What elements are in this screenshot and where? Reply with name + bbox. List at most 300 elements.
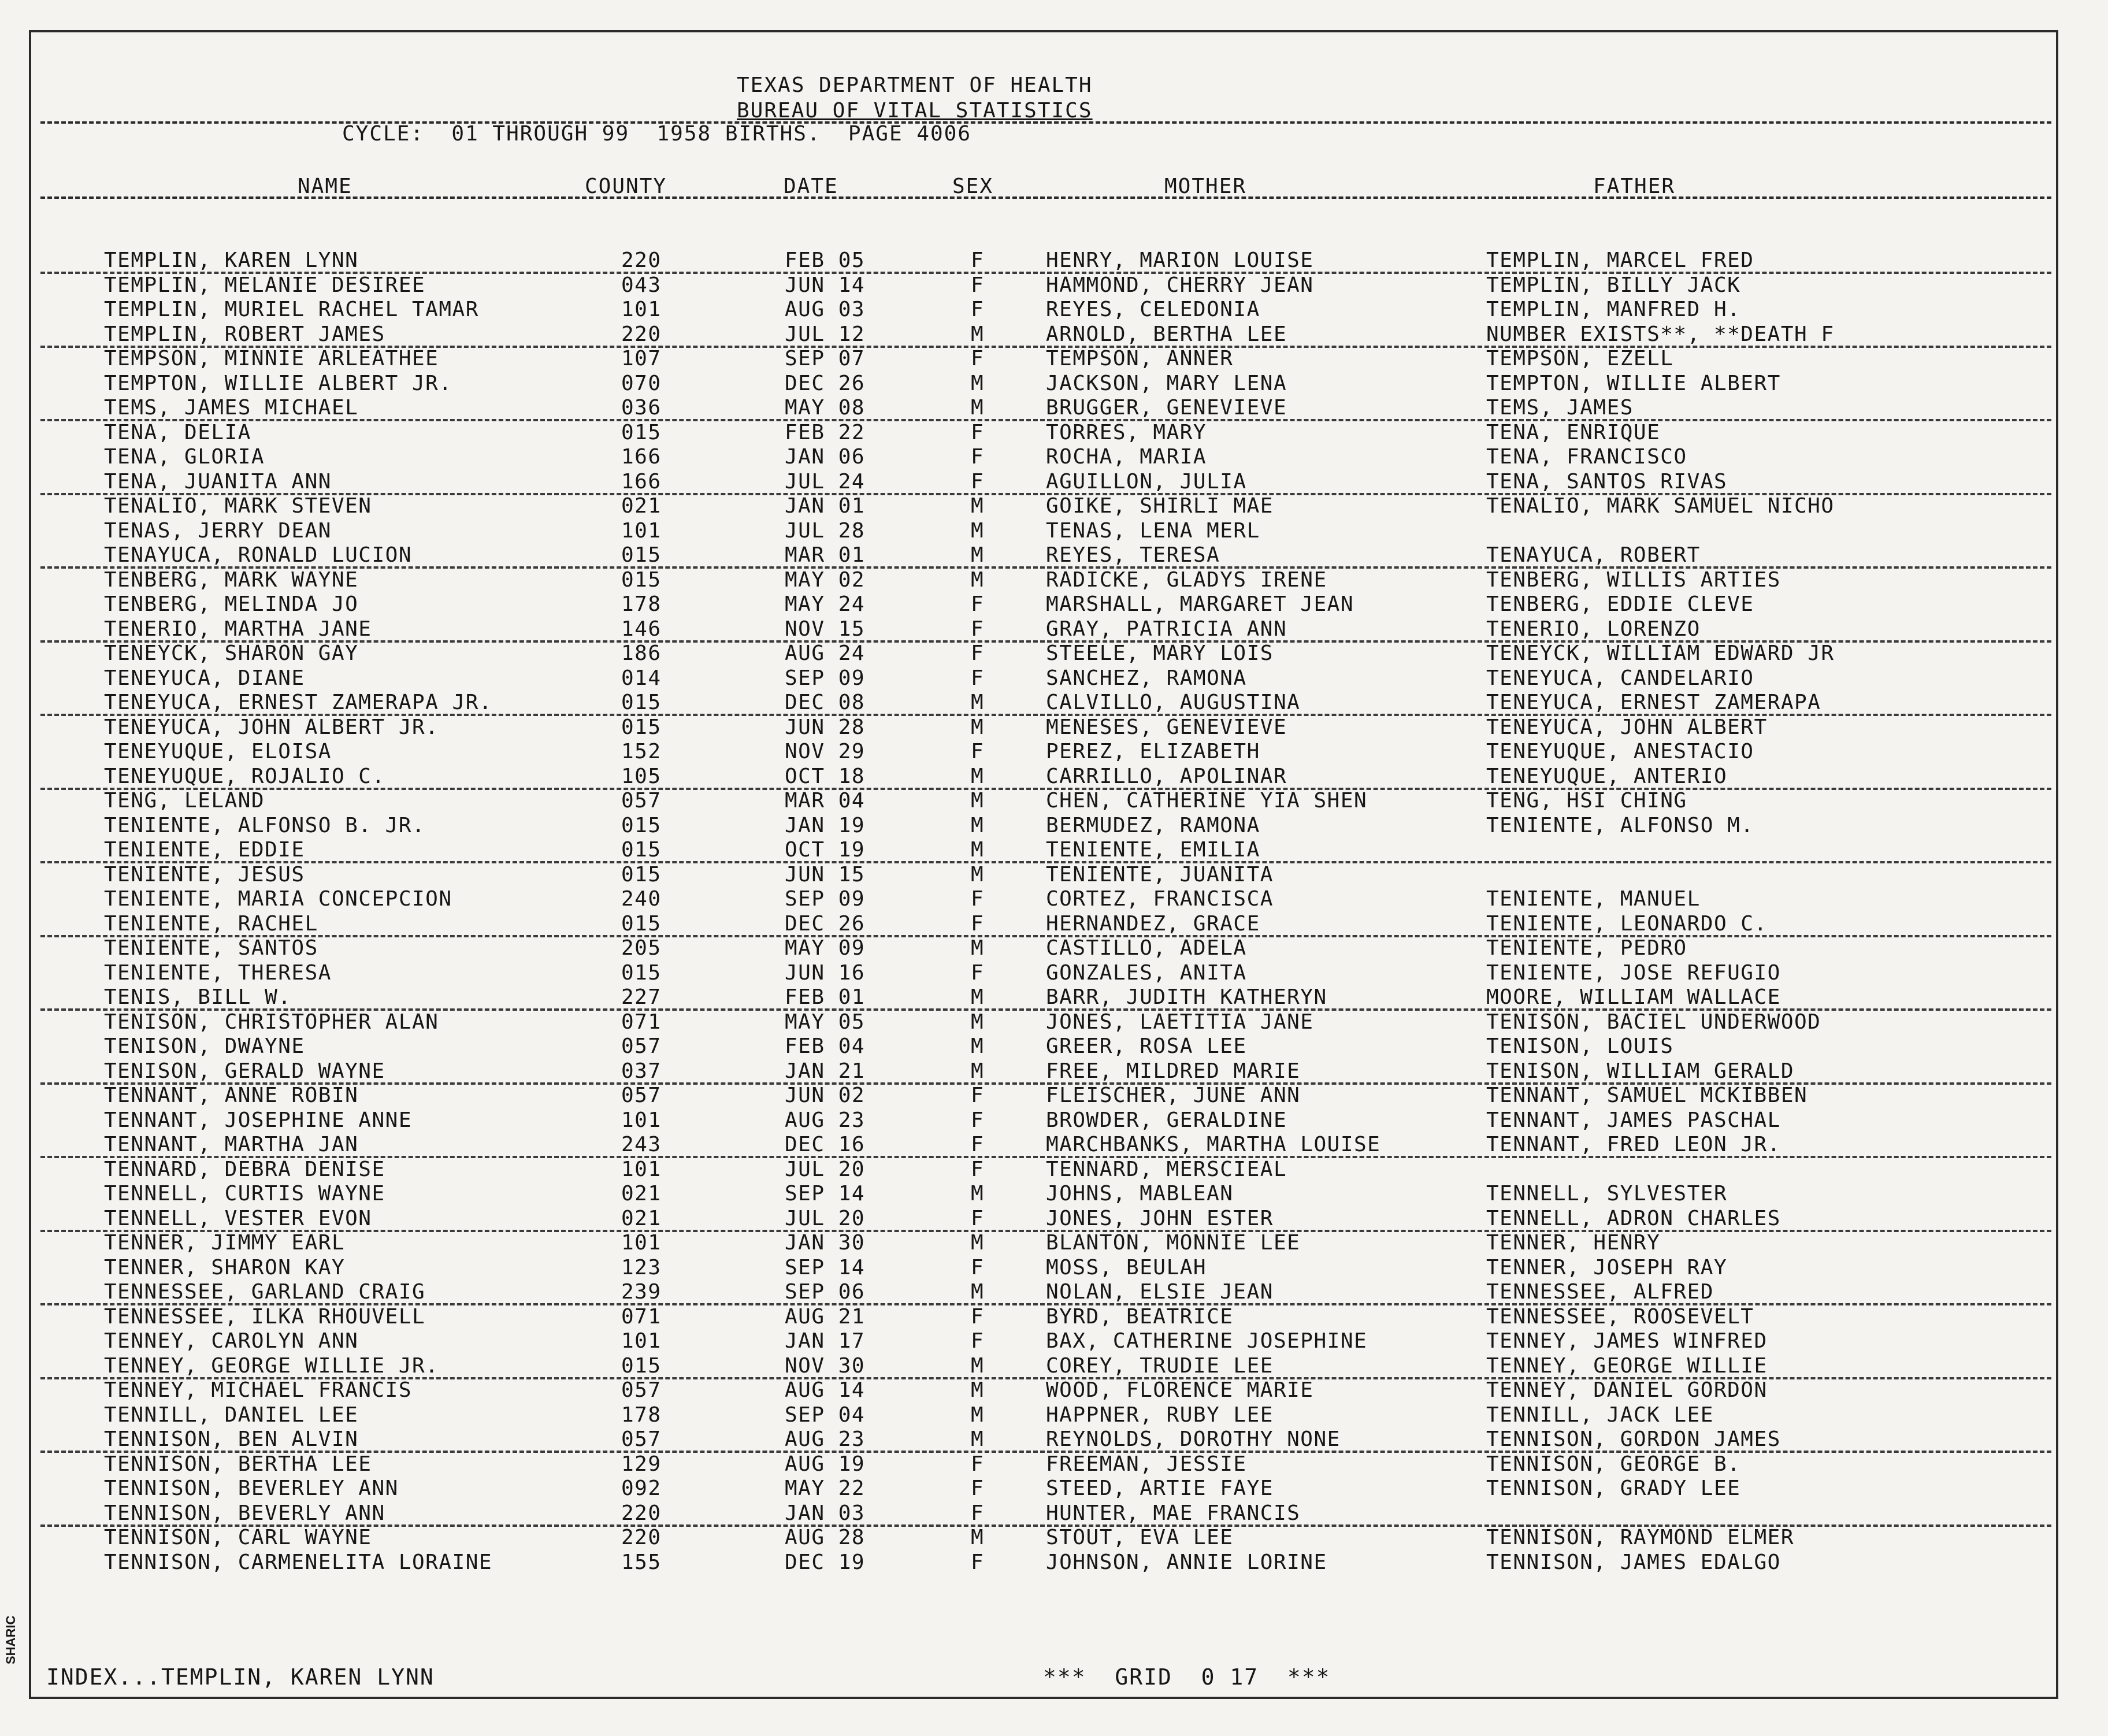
record-name: TENNELL, CURTIS WAYNE bbox=[104, 1182, 385, 1205]
record-date: MAY 05 bbox=[785, 1010, 866, 1034]
record-mother: JOHNSON, ANNIE LORINE bbox=[1046, 1550, 1327, 1574]
record-county: 101 bbox=[621, 298, 662, 321]
record-name: TENNESSEE, ILKA RHOUVELL bbox=[104, 1304, 426, 1329]
record-sex: F bbox=[971, 641, 985, 665]
record-name: TENNESSEE, GARLAND CRAIG bbox=[104, 1280, 426, 1304]
record-county: 220 bbox=[621, 248, 662, 272]
record-county: 092 bbox=[621, 1477, 662, 1500]
record-date: DEC 19 bbox=[785, 1550, 866, 1574]
record-father: TENNESSEE, ROOSEVELT bbox=[1486, 1304, 1754, 1329]
record-date: JAN 21 bbox=[785, 1059, 866, 1083]
record-name: TENG, LELAND bbox=[104, 789, 265, 813]
record-father: TENERIO, LORENZO bbox=[1486, 617, 1701, 641]
record-name: TENNARD, DEBRA DENISE bbox=[104, 1157, 385, 1181]
record-father: TENISON, LOUIS bbox=[1486, 1034, 1674, 1058]
record-father: TENAYUCA, ROBERT bbox=[1486, 543, 1701, 567]
record-county: 186 bbox=[621, 641, 662, 665]
record-father: TENEYUCA, JOHN ALBERT bbox=[1486, 715, 1768, 739]
record-mother: GOIKE, SHIRLI MAE bbox=[1046, 494, 1274, 518]
record-county: 014 bbox=[621, 666, 662, 690]
record-name: TENNANT, JOSEPHINE ANNE bbox=[104, 1108, 412, 1132]
record-father: TENNILL, JACK LEE bbox=[1486, 1403, 1714, 1427]
record-date: JAN 06 bbox=[785, 445, 866, 469]
record-sex: F bbox=[971, 469, 985, 494]
record-county: 105 bbox=[621, 764, 662, 788]
record-mother: BLANTON, MONNIE LEE bbox=[1046, 1231, 1301, 1255]
record-date: JUN 28 bbox=[785, 715, 866, 739]
record-sex: F bbox=[971, 1157, 985, 1181]
record-name: TENNEY, GEORGE WILLIE JR. bbox=[104, 1353, 439, 1378]
record-county: 057 bbox=[621, 789, 662, 813]
record-county: 129 bbox=[621, 1452, 662, 1476]
record-father: TENISON, BACIEL UNDERWOOD bbox=[1486, 1010, 1821, 1034]
record-mother: TENIENTE, EMILIA bbox=[1046, 838, 1260, 862]
record-mother: GREER, ROSA LEE bbox=[1046, 1034, 1247, 1058]
record-name: TENNISON, BEN ALVIN bbox=[104, 1427, 359, 1451]
record-date: SEP 04 bbox=[785, 1403, 866, 1427]
record-mother: MOSS, BEULAH bbox=[1046, 1255, 1207, 1279]
record-name: TENNEY, CAROLYN ANN bbox=[104, 1329, 359, 1353]
record-name: TENNILL, DANIEL LEE bbox=[104, 1403, 359, 1427]
record-county: 057 bbox=[621, 1378, 662, 1402]
record-mother: BYRD, BEATRICE bbox=[1046, 1304, 1234, 1329]
record-sex: M bbox=[971, 715, 985, 739]
record-date: FEB 22 bbox=[785, 420, 866, 444]
record-name: TEMPLIN, ROBERT JAMES bbox=[104, 322, 385, 346]
column-header-date: DATE bbox=[784, 175, 838, 198]
record-county: 101 bbox=[621, 1108, 662, 1132]
record-mother: TENNARD, MERSCIEAL bbox=[1046, 1157, 1287, 1181]
record-county: 057 bbox=[621, 1034, 662, 1058]
record-father: TENNELL, ADRON CHARLES bbox=[1486, 1206, 1781, 1230]
record-date: JUL 20 bbox=[785, 1157, 866, 1181]
record-mother: AGUILLON, JULIA bbox=[1046, 469, 1247, 494]
record-sex: M bbox=[971, 1010, 985, 1034]
record-sex: M bbox=[971, 985, 985, 1009]
record-county: 101 bbox=[621, 1157, 662, 1181]
record-mother: ROCHA, MARIA bbox=[1046, 445, 1207, 469]
record-sex: M bbox=[971, 371, 985, 395]
record-name: TEMPLIN, MELANIE DESIREE bbox=[104, 273, 426, 297]
record-name: TENIENTE, EDDIE bbox=[104, 838, 305, 862]
record-sex: M bbox=[971, 518, 985, 543]
record-mother: ARNOLD, BERTHA LEE bbox=[1046, 322, 1287, 346]
record-county: 021 bbox=[621, 494, 662, 518]
record-date: JUL 20 bbox=[785, 1206, 866, 1230]
record-father: TEMPLIN, MANFRED H. bbox=[1486, 298, 1741, 321]
record-sex: M bbox=[971, 1526, 985, 1549]
record-name: TENEYUCA, ERNEST ZAMERAPA JR. bbox=[104, 691, 493, 714]
record-date: FEB 01 bbox=[785, 985, 866, 1009]
record-father: TENNANT, JAMES PASCHAL bbox=[1486, 1108, 1781, 1132]
record-county: 220 bbox=[621, 1526, 662, 1549]
record-sex: M bbox=[971, 1403, 985, 1427]
record-county: 057 bbox=[621, 1084, 662, 1107]
record-mother: HERNANDEZ, GRACE bbox=[1046, 911, 1260, 936]
record-father: TEMPSON, EZELL bbox=[1486, 347, 1674, 370]
bureau-title: BUREAU OF VITAL STATISTICS bbox=[737, 99, 1093, 123]
record-father: TENA, SANTOS RIVAS bbox=[1486, 469, 1728, 494]
record-father: TENEYUQUE, ANTERIO bbox=[1486, 764, 1728, 788]
record-father: TENIENTE, JOSE REFUGIO bbox=[1486, 960, 1781, 985]
record-name: TENNER, JIMMY EARL bbox=[104, 1231, 346, 1255]
record-father: TENNISON, RAYMOND ELMER bbox=[1486, 1526, 1794, 1549]
record-father: TENNANT, SAMUEL MCKIBBEN bbox=[1486, 1084, 1808, 1107]
column-header-divider bbox=[40, 196, 2051, 199]
record-mother: MARSHALL, MARGARET JEAN bbox=[1046, 592, 1354, 616]
record-county: 166 bbox=[621, 469, 662, 494]
record-father: TENNANT, FRED LEON JR. bbox=[1486, 1133, 1781, 1156]
record-name: TEMPSON, MINNIE ARLEATHEE bbox=[104, 347, 439, 370]
record-name: TENEYUQUE, ROJALIO C. bbox=[104, 764, 385, 788]
record-mother: JONES, JOHN ESTER bbox=[1046, 1206, 1274, 1230]
record-name: TENNANT, MARTHA JAN bbox=[104, 1133, 359, 1156]
record-sex: F bbox=[971, 911, 985, 936]
record-father: TENNEY, JAMES WINFRED bbox=[1486, 1329, 1768, 1353]
record-date: MAY 02 bbox=[785, 567, 866, 592]
record-date: NOV 15 bbox=[785, 617, 866, 641]
record-sex: F bbox=[971, 1108, 985, 1132]
record-father: TENNELL, SYLVESTER bbox=[1486, 1182, 1728, 1205]
record-date: JAN 19 bbox=[785, 813, 866, 837]
record-county: 227 bbox=[621, 985, 662, 1009]
record-name: TEMS, JAMES MICHAEL bbox=[104, 396, 359, 420]
record-name: TENISON, CHRISTOPHER ALAN bbox=[104, 1010, 439, 1034]
record-father: TEMS, JAMES bbox=[1486, 396, 1634, 420]
record-mother: FREEMAN, JESSIE bbox=[1046, 1452, 1247, 1476]
record-name: TENNEY, MICHAEL FRANCIS bbox=[104, 1378, 412, 1402]
record-name: TENBERG, MARK WAYNE bbox=[104, 567, 359, 592]
record-mother: BARR, JUDITH KATHERYN bbox=[1046, 985, 1327, 1009]
record-father: TENIENTE, MANUEL bbox=[1486, 887, 1701, 911]
record-county: 220 bbox=[621, 322, 662, 346]
record-county: 021 bbox=[621, 1206, 662, 1230]
record-mother: HENRY, MARION LOUISE bbox=[1046, 248, 1314, 272]
record-date: NOV 29 bbox=[785, 740, 866, 763]
record-county: 178 bbox=[621, 592, 662, 616]
record-sex: F bbox=[971, 960, 985, 985]
record-county: 178 bbox=[621, 1403, 662, 1427]
record-date: JUL 28 bbox=[785, 518, 866, 543]
record-sex: M bbox=[971, 1353, 985, 1378]
record-date: MAR 01 bbox=[785, 543, 866, 567]
record-mother: HUNTER, MAE FRANCIS bbox=[1046, 1501, 1301, 1525]
record-mother: TORRES, MARY bbox=[1046, 420, 1207, 444]
record-mother: BRUGGER, GENEVIEVE bbox=[1046, 396, 1287, 420]
record-father: TENNEY, DANIEL GORDON bbox=[1486, 1378, 1768, 1402]
record-sex: F bbox=[971, 347, 985, 370]
record-father: TENNEY, GEORGE WILLIE bbox=[1486, 1353, 1768, 1378]
record-date: SEP 14 bbox=[785, 1255, 866, 1279]
record-mother: CORTEZ, FRANCISCA bbox=[1046, 887, 1274, 911]
record-mother: STEED, ARTIE FAYE bbox=[1046, 1477, 1274, 1500]
record-father: TENNISON, GEORGE B. bbox=[1486, 1452, 1741, 1476]
record-mother: HAMMOND, CHERRY JEAN bbox=[1046, 273, 1314, 297]
grid-label: *** GRID 0 17 *** bbox=[1043, 1664, 1331, 1690]
record-father: TENNESSEE, ALFRED bbox=[1486, 1280, 1714, 1304]
record-county: 057 bbox=[621, 1427, 662, 1451]
record-date: JAN 30 bbox=[785, 1231, 866, 1255]
record-mother: TENAS, LENA MERL bbox=[1046, 518, 1260, 543]
record-name: TENBERG, MELINDA JO bbox=[104, 592, 359, 616]
record-mother: STEELE, MARY LOIS bbox=[1046, 641, 1274, 665]
record-sex: F bbox=[971, 1084, 985, 1107]
record-sex: M bbox=[971, 1231, 985, 1255]
record-county: 015 bbox=[621, 420, 662, 444]
record-mother: MARCHBANKS, MARTHA LOUISE bbox=[1046, 1133, 1381, 1156]
record-date: SEP 14 bbox=[785, 1182, 866, 1205]
record-date: JUN 02 bbox=[785, 1084, 866, 1107]
record-mother: JONES, LAETITIA JANE bbox=[1046, 1010, 1314, 1034]
record-father: TEMPLIN, MARCEL FRED bbox=[1486, 248, 1754, 272]
record-date: SEP 09 bbox=[785, 666, 866, 690]
record-county: 101 bbox=[621, 1231, 662, 1255]
cycle-line: CYCLE: 01 THROUGH 99 1958 BIRTHS. PAGE 4006 bbox=[342, 122, 971, 146]
record-sex: F bbox=[971, 1452, 985, 1476]
record-county: 239 bbox=[621, 1280, 662, 1304]
record-mother: PEREZ, ELIZABETH bbox=[1046, 740, 1260, 763]
record-sex: M bbox=[971, 567, 985, 592]
record-mother: SANCHEZ, RAMONA bbox=[1046, 666, 1247, 690]
record-county: 021 bbox=[621, 1182, 662, 1205]
record-mother: COREY, TRUDIE LEE bbox=[1046, 1353, 1274, 1378]
record-county: 015 bbox=[621, 543, 662, 567]
record-name: TENNISON, CARMENELITA LORAINE bbox=[104, 1550, 493, 1574]
record-county: 015 bbox=[621, 691, 662, 714]
column-header-county: COUNTY bbox=[585, 175, 667, 198]
record-father: TENBERG, EDDIE CLEVE bbox=[1486, 592, 1754, 616]
record-sex: M bbox=[971, 543, 985, 567]
record-county: 146 bbox=[621, 617, 662, 641]
record-mother: CARRILLO, APOLINAR bbox=[1046, 764, 1287, 788]
record-sex: F bbox=[971, 617, 985, 641]
record-county: 205 bbox=[621, 936, 662, 960]
record-mother: MENESES, GENEVIEVE bbox=[1046, 715, 1287, 739]
record-date: DEC 16 bbox=[785, 1133, 866, 1156]
record-name: TENIENTE, ALFONSO B. JR. bbox=[104, 813, 426, 837]
column-header-sex: SEX bbox=[952, 175, 994, 198]
record-father: TENALIO, MARK SAMUEL NICHO bbox=[1486, 494, 1835, 518]
record-date: MAY 09 bbox=[785, 936, 866, 960]
record-date: JUN 15 bbox=[785, 862, 866, 886]
record-sex: F bbox=[971, 1304, 985, 1329]
record-mother: JOHNS, MABLEAN bbox=[1046, 1182, 1234, 1205]
record-father: TENNISON, GORDON JAMES bbox=[1486, 1427, 1781, 1451]
record-sex: F bbox=[971, 1477, 985, 1500]
record-sex: M bbox=[971, 1059, 985, 1083]
column-header-name: NAME bbox=[298, 175, 352, 198]
record-mother: REYES, TERESA bbox=[1046, 543, 1220, 567]
record-county: 152 bbox=[621, 740, 662, 763]
record-county: 036 bbox=[621, 396, 662, 420]
record-name: TENALIO, MARK STEVEN bbox=[104, 494, 372, 518]
record-mother: FLEISCHER, JUNE ANN bbox=[1046, 1084, 1301, 1107]
record-mother: TENIENTE, JUANITA bbox=[1046, 862, 1274, 886]
index-label: INDEX...TEMPLIN, KAREN LYNN bbox=[46, 1664, 435, 1690]
record-name: TEMPLIN, KAREN LYNN bbox=[104, 248, 359, 272]
record-father: TENIENTE, LEONARDO C. bbox=[1486, 911, 1768, 936]
record-sex: M bbox=[971, 838, 985, 862]
record-name: TENEYUCA, DIANE bbox=[104, 666, 305, 690]
record-county: 240 bbox=[621, 887, 662, 911]
record-father: TENEYCK, WILLIAM EDWARD JR bbox=[1486, 641, 1835, 665]
record-father: TEMPTON, WILLIE ALBERT bbox=[1486, 371, 1781, 395]
record-county: 015 bbox=[621, 813, 662, 837]
record-sex: F bbox=[971, 1550, 985, 1574]
column-header-mother: MOTHER bbox=[1164, 175, 1247, 198]
record-date: JUL 24 bbox=[785, 469, 866, 494]
record-date: FEB 04 bbox=[785, 1034, 866, 1058]
record-sex: F bbox=[971, 1133, 985, 1156]
record-name: TENNISON, BERTHA LEE bbox=[104, 1452, 372, 1476]
record-date: AUG 14 bbox=[785, 1378, 866, 1402]
record-date: MAY 24 bbox=[785, 592, 866, 616]
record-sex: M bbox=[971, 1280, 985, 1304]
record-father: TENNISON, GRADY LEE bbox=[1486, 1477, 1741, 1500]
record-name: TENAS, JERRY DEAN bbox=[104, 518, 332, 543]
record-sex: M bbox=[971, 494, 985, 518]
record-county: 015 bbox=[621, 838, 662, 862]
record-sex: F bbox=[971, 592, 985, 616]
record-sex: M bbox=[971, 764, 985, 788]
record-county: 166 bbox=[621, 445, 662, 469]
record-name: TENNISON, CARL WAYNE bbox=[104, 1526, 372, 1549]
record-sex: M bbox=[971, 1378, 985, 1402]
record-sex: M bbox=[971, 322, 985, 346]
record-father: TENG, HSI CHING bbox=[1486, 789, 1687, 813]
record-name: TEMPLIN, MURIEL RACHEL TAMAR bbox=[104, 298, 479, 321]
record-father: TENNER, JOSEPH RAY bbox=[1486, 1255, 1728, 1279]
record-mother: CALVILLO, AUGUSTINA bbox=[1046, 691, 1301, 714]
record-sex: M bbox=[971, 813, 985, 837]
record-date: SEP 07 bbox=[785, 347, 866, 370]
record-date: JAN 17 bbox=[785, 1329, 866, 1353]
record-date: JAN 03 bbox=[785, 1501, 866, 1525]
record-county: 015 bbox=[621, 911, 662, 936]
record-county: 243 bbox=[621, 1133, 662, 1156]
record-county: 101 bbox=[621, 518, 662, 543]
record-mother: NOLAN, ELSIE JEAN bbox=[1046, 1280, 1274, 1304]
record-name: TENIENTE, THERESA bbox=[104, 960, 332, 985]
record-sex: M bbox=[971, 789, 985, 813]
record-county: 015 bbox=[621, 862, 662, 886]
record-name: TENIENTE, SANTOS bbox=[104, 936, 318, 960]
record-father: MOORE, WILLIAM WALLACE bbox=[1486, 985, 1781, 1009]
record-name: TENNELL, VESTER EVON bbox=[104, 1206, 372, 1230]
record-county: 155 bbox=[621, 1550, 662, 1574]
record-county: 015 bbox=[621, 960, 662, 985]
record-date: DEC 26 bbox=[785, 371, 866, 395]
record-mother: HAPPNER, RUBY LEE bbox=[1046, 1403, 1274, 1427]
record-date: SEP 06 bbox=[785, 1280, 866, 1304]
record-sex: F bbox=[971, 887, 985, 911]
record-father: TENIENTE, PEDRO bbox=[1486, 936, 1687, 960]
record-mother: FREE, MILDRED MARIE bbox=[1046, 1059, 1301, 1083]
record-date: JUN 14 bbox=[785, 273, 866, 297]
record-date: FEB 05 bbox=[785, 248, 866, 272]
record-county: 071 bbox=[621, 1304, 662, 1329]
record-mother: CHEN, CATHERINE YIA SHEN bbox=[1046, 789, 1368, 813]
record-name: TENEYUQUE, ELOISA bbox=[104, 740, 332, 763]
side-label: SHARIC bbox=[3, 1615, 18, 1664]
record-name: TENIENTE, MARIA CONCEPCION bbox=[104, 887, 452, 911]
record-sex: F bbox=[971, 740, 985, 763]
record-county: 015 bbox=[621, 715, 662, 739]
record-name: TENISON, DWAYNE bbox=[104, 1034, 305, 1058]
record-date: AUG 03 bbox=[785, 298, 866, 321]
record-mother: RADICKE, GLADYS IRENE bbox=[1046, 567, 1327, 592]
record-sex: F bbox=[971, 420, 985, 444]
record-mother: BAX, CATHERINE JOSEPHINE bbox=[1046, 1329, 1368, 1353]
record-father: TENEYUQUE, ANESTACIO bbox=[1486, 740, 1754, 763]
record-father: TENEYUCA, ERNEST ZAMERAPA bbox=[1486, 691, 1821, 714]
record-name: TENAYUCA, RONALD LUCION bbox=[104, 543, 412, 567]
record-name: TENIENTE, JESUS bbox=[104, 862, 305, 886]
record-mother: CASTILLO, ADELA bbox=[1046, 936, 1247, 960]
record-name: TENIENTE, RACHEL bbox=[104, 911, 318, 936]
record-mother: WOOD, FLORENCE MARIE bbox=[1046, 1378, 1314, 1402]
department-title: TEXAS DEPARTMENT OF HEALTH bbox=[737, 73, 1093, 97]
record-mother: BROWDER, GERALDINE bbox=[1046, 1108, 1287, 1132]
record-date: OCT 19 bbox=[785, 838, 866, 862]
record-sex: F bbox=[971, 666, 985, 690]
record-county: 071 bbox=[621, 1010, 662, 1034]
record-sex: F bbox=[971, 298, 985, 321]
record-name: TENISON, GERALD WAYNE bbox=[104, 1059, 385, 1083]
record-county: 037 bbox=[621, 1059, 662, 1083]
record-sex: M bbox=[971, 936, 985, 960]
record-sex: F bbox=[971, 1255, 985, 1279]
record-name: TENA, GLORIA bbox=[104, 445, 265, 469]
record-name: TEMPTON, WILLIE ALBERT JR. bbox=[104, 371, 452, 395]
record-date: NOV 30 bbox=[785, 1353, 866, 1378]
record-sex: F bbox=[971, 1206, 985, 1230]
record-father: TENEYUCA, CANDELARIO bbox=[1486, 666, 1754, 690]
record-date: AUG 21 bbox=[785, 1304, 866, 1329]
record-name: TENA, DELIA bbox=[104, 420, 251, 444]
record-father: TENBERG, WILLIS ARTIES bbox=[1486, 567, 1781, 592]
record-father: TENIENTE, ALFONSO M. bbox=[1486, 813, 1754, 837]
record-sex: F bbox=[971, 248, 985, 272]
record-date: OCT 18 bbox=[785, 764, 866, 788]
record-sex: M bbox=[971, 862, 985, 886]
record-sex: M bbox=[971, 1182, 985, 1205]
record-county: 123 bbox=[621, 1255, 662, 1279]
record-date: MAY 22 bbox=[785, 1477, 866, 1500]
record-sex: F bbox=[971, 273, 985, 297]
record-county: 043 bbox=[621, 273, 662, 297]
record-county: 015 bbox=[621, 567, 662, 592]
record-sex: F bbox=[971, 445, 985, 469]
record-date: DEC 08 bbox=[785, 691, 866, 714]
record-father: TENA, FRANCISCO bbox=[1486, 445, 1687, 469]
record-sex: M bbox=[971, 1034, 985, 1058]
record-name: TENNISON, BEVERLEY ANN bbox=[104, 1477, 399, 1500]
record-mother: BERMUDEZ, RAMONA bbox=[1046, 813, 1260, 837]
record-father: TENNISON, JAMES EDALGO bbox=[1486, 1550, 1781, 1574]
record-name: TENNISON, BEVERLY ANN bbox=[104, 1501, 385, 1525]
record-date: MAY 08 bbox=[785, 396, 866, 420]
record-name: TENNANT, ANNE ROBIN bbox=[104, 1084, 359, 1107]
record-date: AUG 19 bbox=[785, 1452, 866, 1476]
record-name: TENEYCK, SHARON GAY bbox=[104, 641, 359, 665]
record-father: TENNER, HENRY bbox=[1486, 1231, 1661, 1255]
record-father: TENA, ENRIQUE bbox=[1486, 420, 1661, 444]
record-date: SEP 09 bbox=[785, 887, 866, 911]
record-date: AUG 23 bbox=[785, 1108, 866, 1132]
record-county: 107 bbox=[621, 347, 662, 370]
record-mother: JACKSON, MARY LENA bbox=[1046, 371, 1287, 395]
